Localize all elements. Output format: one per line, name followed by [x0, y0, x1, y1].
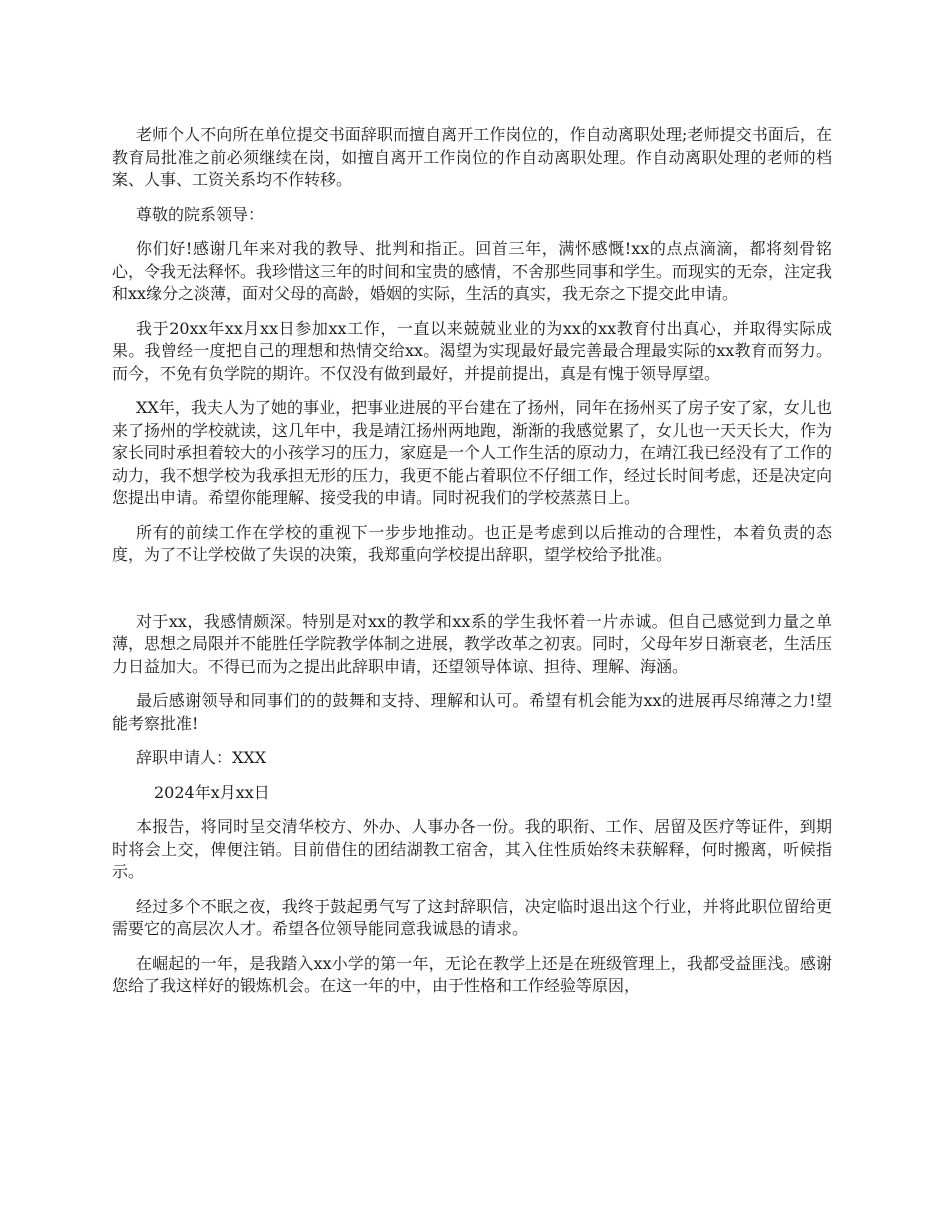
paragraph-dismissal-rule: 老师个人不向所在单位提交书面辞职而擅自离开工作岗位的，作自动离职处理;老师提交书面后，在教育局批准之前必须继续在岗，如擅自离开工作岗位的作自动离职处理。作自动离职处理的老师的档案、人事、工资关系均不作转移。	[112, 125, 832, 189]
section-gap	[112, 579, 832, 611]
paragraph-feelings: 对于xx，我感情颇深。特别是对xx的教学和xx系的学生我怀着一片赤诚。但自己感觉到力量之单薄，思想之局限并不能胜任学院教学体制之进展，教学改革之初衷。同时，父母年岁日渐衰老，生活压力日益加大。不得已而为之提出此辞职申请，还望领导体谅、担待、理解、海涵。	[112, 611, 833, 676]
paragraph-thanks: 最后感谢领导和同事们的的鼓舞和支持、理解和认可。希望有机会能为xx的进展再尽绵薄之力!望能考察批准!	[112, 691, 832, 733]
document-page	[112, 124, 832, 1010]
paragraph-report-copies: 本报告，将同时呈交清华校方、外办、人事办各一份。我的职衔、工作、居留及医疗等证件，到期时将会上交，俾便注销。目前借住的团结湖教工宿舍，其入住性质始终未获解释，何时搬离，听候指示。	[112, 817, 832, 881]
signature-line: 辞职申请人：XXX	[136, 748, 267, 767]
paragraph-decision: 经过多个不眠之夜，我终于鼓起勇气写了这封辞职信，决定临时退出这个行业，并将此职位留给更需要它的高层次人才。希望各位领导能同意我诚恳的请求。	[112, 896, 832, 938]
date-line: 2024年x月xx日	[154, 782, 270, 802]
paragraph-work-history: 我于20xx年xx月xx日参加xx工作，一直以来兢兢业业的为xx的xx教育付出真心，并取得实际成果。我曾经一度把自己的理想和热情交给xx。渴望为实现最好最完善最合理最实际的xx教育而努力。而今，不免有负学院的期许。不仅没有做到最好，并提前提出，真是有愧于领导厚望。	[112, 318, 832, 383]
paragraph-gratitude: 你们好!感谢几年来对我的教导、批判和指正。回首三年，满怀感慨!xx的点点滴滴，都将刻骨铭心，令我无法释怀。我珍惜这三年的时间和宝贵的感情，不舍那些同事和学生。而现实的无奈，注定我和xx缘分之淡薄，面对父母的高龄，婚姻的实际，生活的真实，我无奈之下提交此申请。	[112, 239, 833, 303]
paragraph-formal-request: 所有的前续工作在学校的重视下一步步地推动。也正是考虑到以后推动的合理性，本着负责的态度，为了不让学校做了失误的决策，我郑重向学校提出辞职，望学校给予批准。	[112, 522, 832, 564]
salutation: 尊敬的院系领导：	[136, 204, 265, 224]
paragraph-family-reason: XX年，我夫人为了她的事业，把事业进展的平台建在了扬州，同年在扬州买了房子安了家，女儿也来了扬州的学校就读，这几年中，我是靖江扬州两地跑，渐渐的我感觉累了，女儿也一天天长大，作为家长同时承担着较大的小孩学习的压力，家庭是一个人工作生活的原动力，在靖江我已经没有了工作的动力，我不想学校为我承担无形的压力，我更不能占着职位不仔细工作，经过长时间考虑，还是决定向您提出申请。希望你能理解、接受我的申请。同时祝我们的学校蒸蒸日上。	[112, 398, 833, 507]
paragraph-first-year: 在崛起的一年，是我踏入xx小学的第一年，无论在教学上还是在班级管理上，我都受益匪浅。感谢您给了我这样好的锻炼机会。在这一年的中，由于性格和工作经验等原因，	[112, 953, 832, 995]
